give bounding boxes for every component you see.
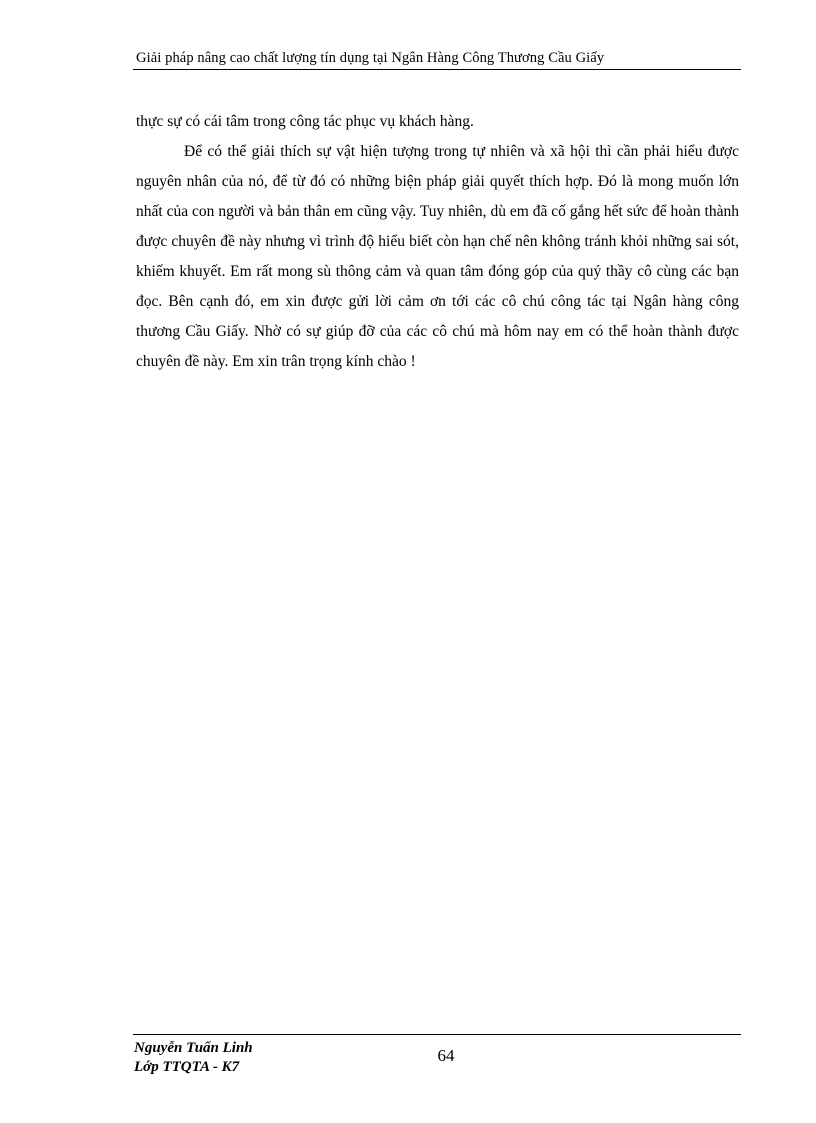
- footer-author-block: [134, 1039, 253, 1077]
- author-name: Nguyễn Tuấn Linh: [134, 1040, 253, 1056]
- paragraph-continuation: thực sự có cái tâm trong công tác phục vụ khách hàng.: [136, 113, 474, 130]
- page-header-title: Giải pháp nâng cao chất lượng tín dụng tại Ngân Hàng Công Thương Cầu Giấy: [136, 50, 605, 66]
- author-class: Lớp TTQTA - K7: [134, 1059, 240, 1075]
- document-body: [136, 107, 739, 377]
- paragraph-conclusion: Để có thể giải thích sự vật hiện tượng trong tự nhiên và xã hội thì cần phải hiểu được nguyên nhân của nó, để từ đó có những biện pháp giải quyết thích hợp. Đó là mong muốn lớn nhất của con người và bản thân em cũng vậy. Tuy nhiên, dù em đã cố gắng hết sức để hoàn thành được chuyên đề này nhưng vì trình độ hiểu biết còn hạn chế nên không tránh khỏi những sai sót, khiếm khuyết. Em rất mong sù thông cảm và quan tâm đóng góp của quý thầy cô cùng các bạn đọc. Bên cạnh đó, em xin được gửi lời cảm ơn tới các cô chú công tác tại Ngân hàng công thương Cầu Giấy. Nhờ có sự giúp đỡ của các cô chú mà hôm nay em có thể hoàn thành được chuyên đề này. Em xin trân trọng kính chào !: [136, 143, 739, 370]
- header-divider: [133, 69, 741, 70]
- footer-divider: [133, 1034, 741, 1035]
- page-number: 64: [437, 1046, 455, 1065]
